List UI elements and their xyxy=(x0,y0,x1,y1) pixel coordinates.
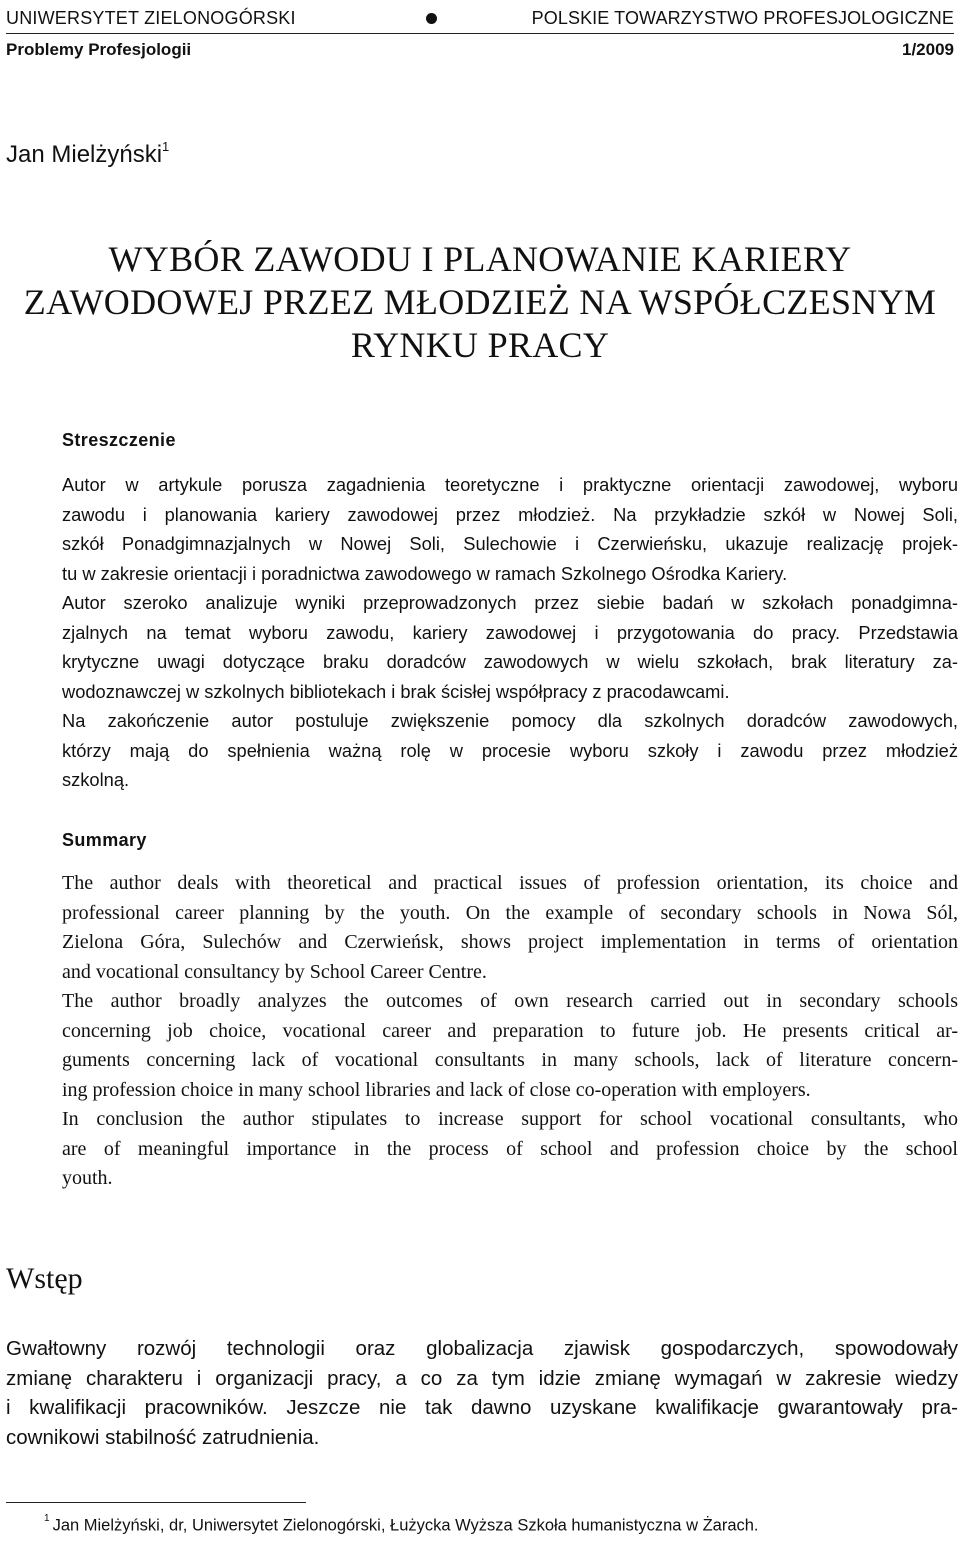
issue-number: 1/2009 xyxy=(902,40,954,59)
society-name: POLSKIE TOWARZYSTWO PROFESJOLOGICZNE xyxy=(531,8,954,28)
text-line: i kwalifikacji pracowników. Jeszcze nie tak dawno uzyskane kwalifikacje gwarantowały pra- xyxy=(6,1396,958,1419)
text-line: In conclusion the author stipulates to increase support for school vocational consultants, who xyxy=(62,1108,958,1130)
header-rule xyxy=(6,33,954,34)
author-name: Jan Mielżyński xyxy=(6,141,163,168)
text-line: The author broadly analyzes the outcomes of own research carried out in secondary schools xyxy=(62,990,958,1012)
summary-heading: Summary xyxy=(62,830,147,850)
text-line: tu w zakresie orientacji i poradnictwa zawodowego w ramach Szkolnego Ośrodka Kariery. xyxy=(62,562,788,584)
university-name: UNIWERSYTET ZIELONOGÓRSKI xyxy=(6,8,296,28)
text-line: zjalnych na temat wyboru zawodu, kariery zawodowej i przygotowania do pracy. Przedstawia xyxy=(62,621,958,643)
author-footnote-mark: 1 xyxy=(162,139,170,154)
journal-name: Problemy Profesjologii xyxy=(6,40,192,59)
text-line: youth. xyxy=(62,1167,113,1189)
text-line: szkół Ponadgimnazjalnych w Nowej Soli, Sulechowie i Czerwieńsku, ukazuje realizację projek- xyxy=(62,533,958,554)
page-header-bottom xyxy=(6,40,954,62)
text-line: którzy mają do spełnienia ważną rolę w procesie wyboru szkoły i zawodu przez młodzież xyxy=(62,739,958,761)
bullet-separator xyxy=(426,13,437,24)
page-header-top xyxy=(6,8,954,30)
article-title xyxy=(0,238,960,367)
text-line: Gwałtowny rozwój technologii oraz globalizacja zjawisk gospodarczych, spowodowały xyxy=(6,1337,958,1360)
text-line: The author deals with theoretical and practical issues of profession orientation, its choice and xyxy=(62,872,958,894)
text-line: zmianę charakteru i organizacji pracy, a co za tym idzie zmianę wymagań w zakresie wiedzy xyxy=(6,1366,958,1390)
text-line: are of meaningful importance in the process of school and profession choice by the school xyxy=(62,1137,958,1160)
streszczenie-body xyxy=(62,470,958,795)
text-line: Autor w artykule porusza zagadnienia teoretyczne i praktyczne orientacji zawodowej, wyboru xyxy=(62,474,958,495)
title-line: RYNKU PRACY xyxy=(350,325,610,365)
intro-body xyxy=(6,1334,958,1452)
streszczenie-heading: Streszczenie xyxy=(62,430,176,450)
text-line: szkolną. xyxy=(62,769,130,790)
footnote xyxy=(44,1513,759,1536)
footnote-text: Jan Mielżyński, dr, Uniwersytet Zielonogórski, Łużycka Wyższa Szkoła humanistyczna w Żarach. xyxy=(52,1516,759,1535)
text-line: concerning job choice, vocational career and preparation to future job. He presents critical ar- xyxy=(62,1019,958,1042)
text-line: and vocational consultancy by School Career Centre. xyxy=(62,960,487,983)
text-line: guments concerning lack of vocational consultants in many schools, lack of literature concern- xyxy=(62,1049,958,1071)
text-line: krytyczne uwagi dotyczące braku doradców zawodowych w wielu szkołach, brak literatury za- xyxy=(62,651,958,672)
text-line: Zielona Góra, Sulechów and Czerwieńsk, shows project implementation in terms of orientation xyxy=(62,931,958,953)
text-line: Na zakończenie autor postuluje zwiększenie pomocy dla szkolnych doradców zawodowych, xyxy=(62,710,958,731)
summary-body xyxy=(62,869,958,1194)
author-line xyxy=(6,141,169,169)
footnote-mark: 1 xyxy=(44,1513,50,1524)
text-line: professional career planning by the youth. On the example of secondary schools in Nowa Sól, xyxy=(62,901,958,924)
text-line: Autor szeroko analizuje wyniki przeprowadzonych przez siebie badań w szkołach ponadgimna- xyxy=(62,592,958,613)
text-line: cownikowi stabilność zatrudnienia. xyxy=(6,1425,320,1449)
intro-heading: Wstęp xyxy=(6,1262,83,1295)
text-line: ing profession choice in many school libraries and lack of close co-operation with employers. xyxy=(62,1078,811,1101)
footnote-rule xyxy=(6,1502,306,1503)
text-line: zawodu i planowania kariery zawodowej przez młodzież. Na przykładzie szkół w Nowej Soli, xyxy=(62,503,958,525)
title-line: ZAWODOWEJ PRZEZ MŁODZIEŻ NA WSPÓŁCZESNYM xyxy=(23,282,937,322)
text-line: wodoznawczej w szkolnych bibliotekach i brak ścisłej współpracy z pracodawcami. xyxy=(62,680,730,702)
title-line: WYBÓR ZAWODU I PLANOWANIE KARIERY xyxy=(108,239,852,279)
